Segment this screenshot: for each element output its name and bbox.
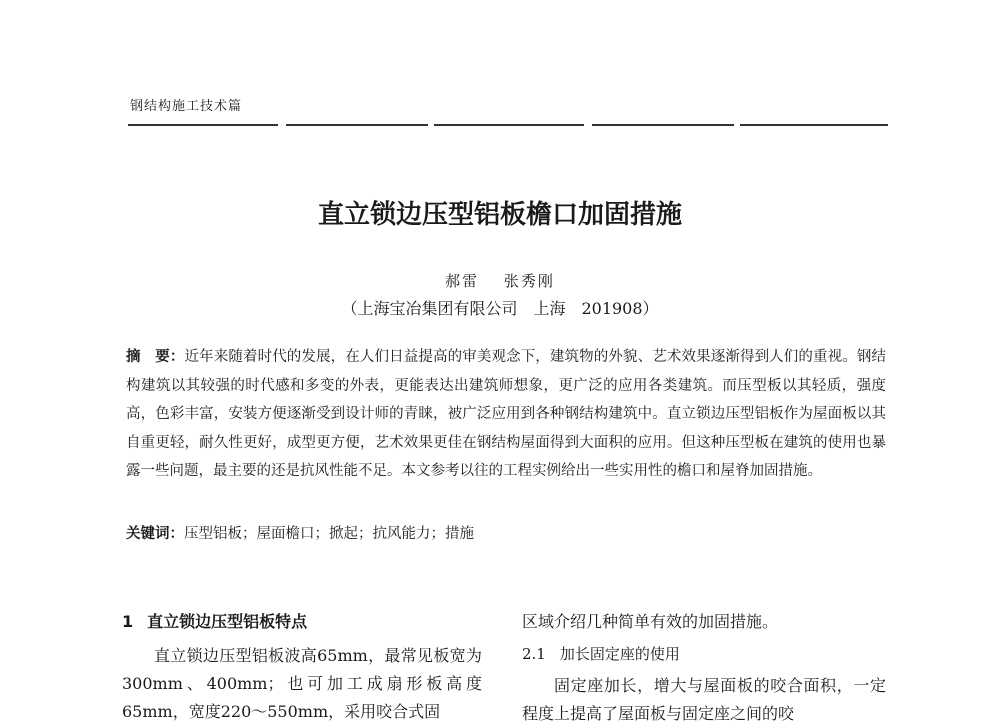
abstract-text: 近年来随着时代的发展，在人们日益提高的审美观念下，建筑物的外貌、艺术效果逐渐得到人们的重视。钢结构建筑以其较强的时代感和多变的外表，更能表达出建筑师想象，更广泛的应用各类建筑。而压型板以其轻质，强度高，色彩丰富，安装方便逐渐受到设计师的青睐，被广泛应用到各种钢结构建筑中。直立锁边压型铝板作为屋面板以其自重更轻，耐久性更好，成型更方便，艺术效果更佳在钢结构屋面得到大面积的应用。但这种压型板在建筑的使用也暴露一些问题，最主要的还是抗风性能不足。本文参考以往的工程实例给出一些实用性的檐口和屋脊加固措施。: [126, 349, 887, 479]
section-title: 直立锁边压型铝板特点: [147, 612, 308, 631]
subsection-paragraph: 固定座加长，增大与屋面板的咬合面积，一定程度上提高了屋面板与固定座之间的咬: [522, 676, 886, 723]
right-column: [522, 608, 886, 728]
keywords: [126, 522, 886, 546]
author-name: 张秀刚: [503, 272, 555, 290]
affiliation: （上海宝冶集团有限公司 上海 201908）: [341, 299, 659, 318]
header-rule: [128, 124, 888, 126]
author-name: 郝雷: [445, 272, 480, 290]
paper-title: 直立锁边压型铝板檐口加固措施: [317, 200, 682, 230]
author-list: [0, 270, 1000, 291]
subsection-heading: [522, 640, 886, 668]
section-number: 1: [122, 612, 134, 631]
left-column: [122, 608, 482, 726]
subsection-number: 2.1: [522, 645, 546, 663]
subsection-title: 加长固定座的使用: [559, 645, 680, 663]
abstract-label: 摘 要：: [126, 349, 185, 365]
keywords-text: 压型铝板；屋面檐口；掀起；抗风能力；措施: [184, 526, 474, 542]
section-heading: [122, 608, 482, 636]
continuation-text: 区域介绍几种简单有效的加固措施。: [522, 612, 779, 631]
keywords-label: 关键词：: [126, 526, 184, 542]
running-head: 钢结构施工技术篇: [130, 99, 243, 114]
section-paragraph: 直立锁边压型铝板波高65mm，最常见板宽为300mm、400mm；也可加工成扇形板高度65mm，宽度220～550mm，采用咬合式固: [122, 646, 482, 721]
abstract: [126, 343, 886, 486]
